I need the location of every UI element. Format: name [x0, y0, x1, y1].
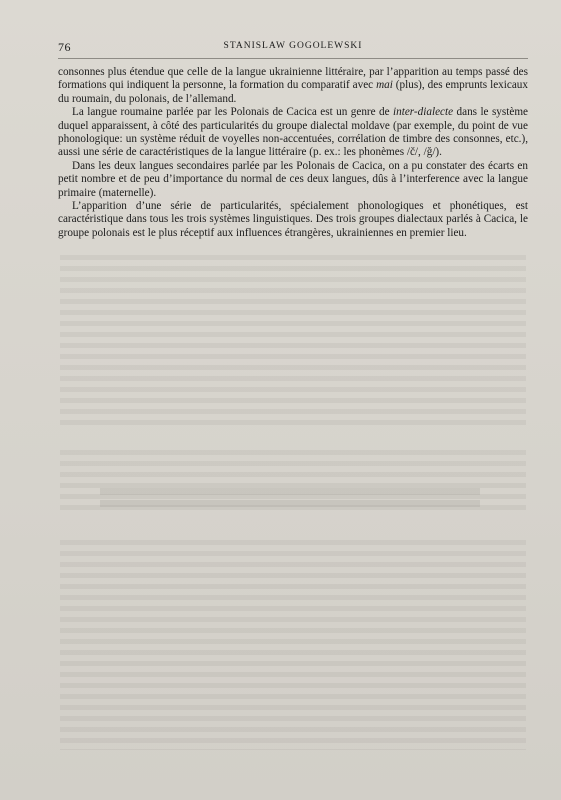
italic-term: inter-dialecte [393, 106, 454, 119]
article-body [58, 66, 528, 240]
paragraph-text: L’apparition d’une série de particularités, spécialement phonologiques et phonétiques, est caractéristique dans tous les trois systèmes linguistiques. Des trois groupes dialectaux parlés à Cacica, le groupe polonais est le plus réceptif aux influences étrangères, ukrainiennes en premier lieu. [58, 200, 528, 239]
paragraph [58, 160, 528, 200]
paragraph-text: Dans les deux langues secondaires parlée par les Polonais de Cacica, on a pu constater des écarts en petit nombre et de peu d’importance du normal de ces deux langues, dûs à l’interference avec la langue primaire (maternelle). [58, 159, 528, 199]
italic-term: mai [376, 79, 393, 92]
show-through-text [60, 255, 526, 425]
paragraph-text: La langue roumaine parlée par les Polonais de Cacica est un genre de [72, 106, 394, 119]
paragraph-text: consonnes plus étendue que celle de la langue ukrainienne littéraire, par l’apparition au temps passé des formations qui indiquent la personne, la formation du comparatif avec [58, 66, 528, 92]
paragraph [58, 200, 528, 240]
page-header [58, 40, 528, 56]
header-divider [58, 58, 528, 59]
paragraph-text: dans le système duquel apparaissent, à côté des particularités du groupe dialectal moldave (par exemple, du point de vue phonologique: un système réduit de voyelles non-accentuées, corrélation de timbre des consonnes, etc.), aussi une série de caractéristiques de la langue littéraire (p. ex.: les phonèmes /č/, /ğ/). [58, 106, 528, 159]
paragraph-text: (plus), des emprunts lexicaux du roumain, du polonais, de l’allemand. [58, 79, 528, 105]
paragraph [58, 66, 528, 106]
paragraph [58, 106, 528, 160]
page-number: 76 [58, 40, 71, 54]
show-through-text [60, 540, 526, 750]
show-through-heading [100, 488, 480, 512]
running-head: STANISLAW GOGOLEWSKI [223, 41, 363, 51]
